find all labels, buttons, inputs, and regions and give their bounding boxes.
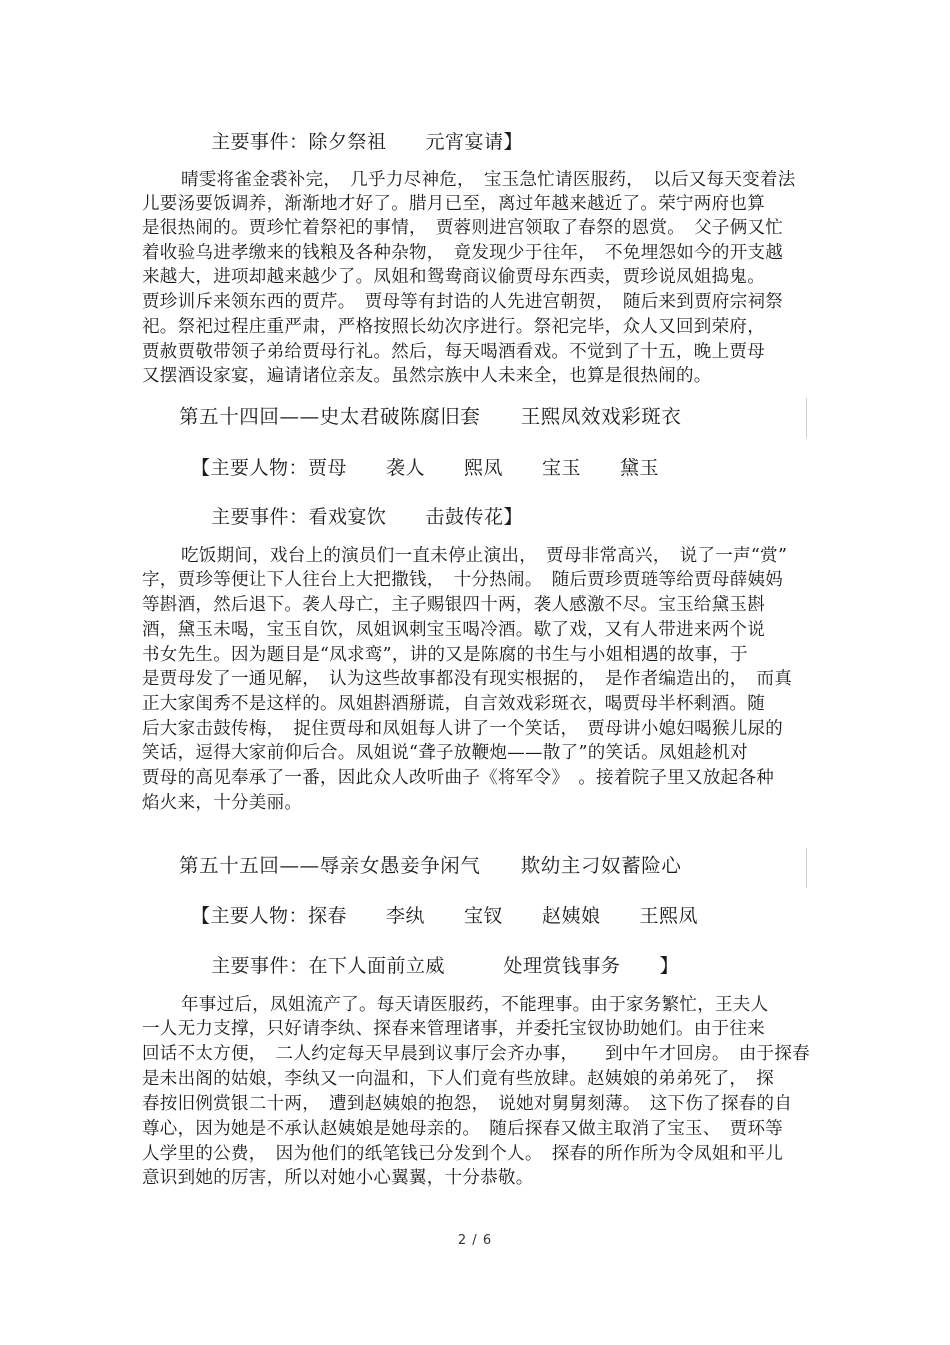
paragraph-line: 又摆酒设家宴，遍请诸位亲友。虽然宗族中人未来全，也算是很热闹的。: [142, 366, 712, 386]
paragraph-line: 春按旧例赏银二十两， 遭到赵姨娘的抱怨， 说她对舅舅刻薄。 这下伤了探春的自: [142, 1094, 793, 1114]
paragraph-line: 是未出阁的姑娘，李纨又一向温和，下人们竟有些放肆。赵姨娘的弟弟死了， 探: [142, 1069, 775, 1089]
paragraph-line: 正大家闺秀不是这样的。凤姐斟酒掰谎，自言效戏彩斑衣，喝贾母半杯剩酒。随: [142, 694, 765, 714]
paragraph-line: 酒，黛玉未喝，宝玉自饮，凤姐讽刺宝玉喝冷酒。歇了戏，又有人带进来两个说: [142, 620, 765, 640]
section2-people-heading: 【主要人物：贾母 袭人 熙凤 宝玉 黛玉: [191, 457, 660, 479]
paragraph-line: 一人无力支撑，只好请李纨、探春来管理诸事，并委托宝钗协助她们。由于往来: [142, 1019, 765, 1039]
margin-rule: [806, 848, 807, 888]
paragraph-line: 是贾母发了一通见解， 认为这些故事都没有现实根据的， 是作者编造出的， 而真: [142, 669, 793, 689]
paragraph-line: 贾母的高见奉承了一番，因此众人改听曲子《将军令》 。接着院子里又放起各种: [142, 768, 775, 788]
paragraph-line: 来越大，进项却越来越少了。凤姐和鸳鸯商议偷贾母东西卖，贾珍说凤姐捣鬼。: [142, 267, 765, 287]
paragraph-line: 字，贾珍等便让下人往台上大把撒钱， 十分热闹。 随后贾珍贾琏等给贾母薛姨妈: [142, 570, 784, 590]
paragraph-line: 回话不太方便， 二人约定每天早晨到议事厅会齐办事， 到中午才回房。 由于探春: [142, 1044, 810, 1064]
chapter-55-title: 第五十五回——辱亲女愚妾争闲气 欺幼主刁奴蓄险心: [179, 854, 682, 877]
section3-events-heading: 主要事件：在下人面前立威 处理赏钱事务 】: [211, 955, 680, 977]
paragraph-line: 焰火来，十分美丽。: [142, 793, 303, 813]
paragraph-line: 着收验乌进孝缴来的钱粮及各种杂物， 竟发现少于往年， 不免埋怨如今的开支越: [142, 243, 784, 263]
paragraph-line: 贾珍训斥来领东西的贾芹。 贾母等有封诰的人先进宫朝贺， 随后来到贾府宗祠祭: [142, 292, 784, 312]
page-number: 2 / 6: [457, 1233, 493, 1248]
paragraph-line: 等斟酒，然后退下。袭人母亡，主子赐银四十两，袭人感激不尽。宝玉给黛玉斟: [142, 595, 765, 615]
paragraph-line: 年事过后，凤姐流产了。每天请医服药，不能理事。由于家务繁忙，王夫人: [181, 995, 769, 1015]
paragraph-line: 是很热闹的。贾珍忙着祭祀的事情， 贾蓉则进宫领取了春祭的恩赏。 父子俩又忙: [142, 218, 784, 238]
paragraph-line: 书女先生。因为题目是“凤求鸾”，讲的又是陈腐的书生与小姐相遇的故事，于: [142, 645, 748, 665]
paragraph-line: 儿要汤要饭调养，渐渐地才好了。腊月已至，离过年越来越近了。荣宁两府也算: [142, 194, 765, 214]
paragraph-line: 祀。祭祀过程庄重严肃，严格按照长幼次序进行。祭祀完毕，众人又回到荣府，: [142, 317, 765, 337]
paragraph-line: 笑话，逗得大家前仰后合。凤姐说“聋子放鞭炮——散了”的笑话。凤姐趁机对: [142, 743, 748, 763]
paragraph-line: 吃饭期间，戏台上的演员们一直未停止演出， 贾母非常高兴， 说了一声“赏”: [181, 546, 788, 566]
paragraph-line: 后大家击鼓传梅， 捉住贾母和凤姐每人讲了一个笑话， 贾母讲小媳妇喝猴儿尿的: [142, 719, 784, 739]
paragraph-line: 尊心，因为她是不承认赵姨娘是她母亲的。 随后探春又做主取消了宝玉、 贾环等: [142, 1119, 784, 1139]
margin-rule: [806, 398, 807, 438]
chapter-54-title: 第五十四回——史太君破陈腐旧套 王熙凤效戏彩斑衣: [179, 405, 682, 428]
section3-people-heading: 【主要人物：探春 李纨 宝钗 赵姨娘 王熙凤: [191, 905, 699, 927]
paragraph-line: 贾赦贾敬带领子弟给贾母行礼。然后，每天喝酒看戏。不觉到了十五，晚上贾母: [142, 342, 765, 362]
paragraph-line: 人学里的公费， 因为他们的纸笔钱已分发到个人。 探春的所作所为令凤姐和平儿: [142, 1144, 784, 1164]
section2-events-heading: 主要事件：看戏宴饮 击鼓传花】: [211, 506, 524, 528]
paragraph-line: 意识到她的厉害，所以对她小心翼翼，十分恭敬。: [142, 1168, 534, 1188]
section1-events-heading: 主要事件：除夕祭祖 元宵宴请】: [211, 131, 524, 153]
paragraph-line: 晴雯将雀金裘补完， 几乎力尽神危， 宝玉急忙请医服药， 以后又每天变着法: [181, 170, 796, 190]
